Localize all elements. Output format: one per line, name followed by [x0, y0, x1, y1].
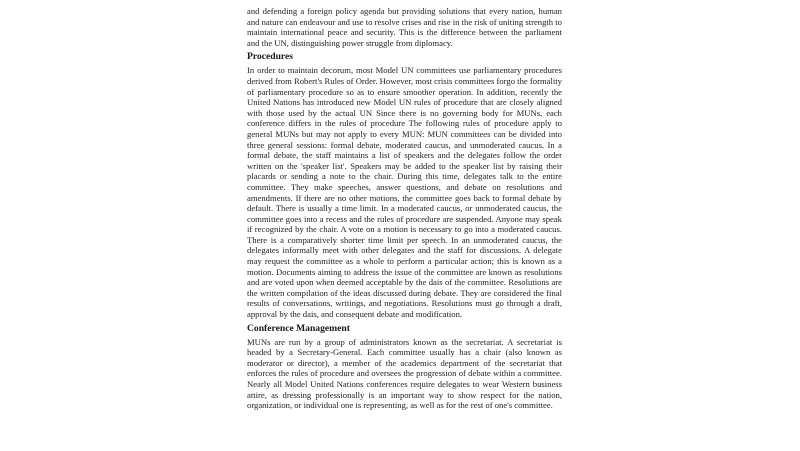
document-page [247, 6, 562, 411]
procedures-paragraph: In order to maintain decorum, most Model UN committees use parliamentary procedures derived from Robert's Rules of Order. However, most crisis committees forgo the formality of parliamentary procedure so as to ensure smoother operation. In addition, recently the United Nations has introduced new Model UN rules of procedure that are closely aligned with those used by the actual UN Since there is no governing body for MUNs, each conference differs in the rules of procedure The following rules of procedure apply to general MUNs but may not apply to every MUN: MUN committees can be divided into three general sessions: formal debate, moderated caucus, and unmoderated caucus. In a formal debate, the staff maintains a list of speakers and the delegates follow the order written on the 'speaker list'. Speakers may be added to the speaker list by raising their placards or sending a note to the chair. During this time, delegates talk to the entire committee. They make speeches, answer questions, and debate on resolutions and amendments. If there are no other motions, the committee goes back to formal debate by default. There is usually a time limit. In a moderated caucus, or unmoderated caucus, the committee goes into a recess and the rules of procedure are suspended. Anyone may speak if recognized by the chair. A vote on a motion is necessary to go into a moderated caucus. There is a comparatively shorter time limit per speech. In an unmoderated caucus, the delegates informally meet with other delegates and the staff for discussions. A delegate may request the committee as a whole to perform a particular action; this is known as a motion. Documents aiming to address the issue of the committee are known as resolutions and are voted upon when deemed acceptable by the dais of the committee. Resolutions are the written compilation of the ideas discussed during debate. They are considered the final results of conversations, writings, and negotiations. Resolutions must go through a draft, approval by the dais, and consequent debate and modification. [247, 65, 562, 320]
section-heading-procedures: Procedures [247, 51, 294, 63]
intro-paragraph: and defending a foreign policy agenda but providing solutions that every nation, human and nature can endeavour and use to resolve crises and rise in the risk of uniting strength to maintain international peace and security. This is the difference between the parliament and the UN, distinguishing power struggle from diplomacy. [247, 6, 562, 48]
conference-management-paragraph: MUNs are run by a group of administrators known as the secretariat. A secretariat is headed by a Secretary-General. Each committee usually has a chair (also known as moderator or director), a member of the academics department of the secretariat that enforces the rules of procedure and oversees the progression of debate within a committee. Nearly all Model United Nations conferences require delegates to wear Western business attire, as dressing professionally is an important way to show respect for the nation, organization, or individual one is representing, as well as for the rest of one's committee. [247, 336, 562, 411]
section-heading-conference-management: Conference Management [247, 322, 350, 334]
